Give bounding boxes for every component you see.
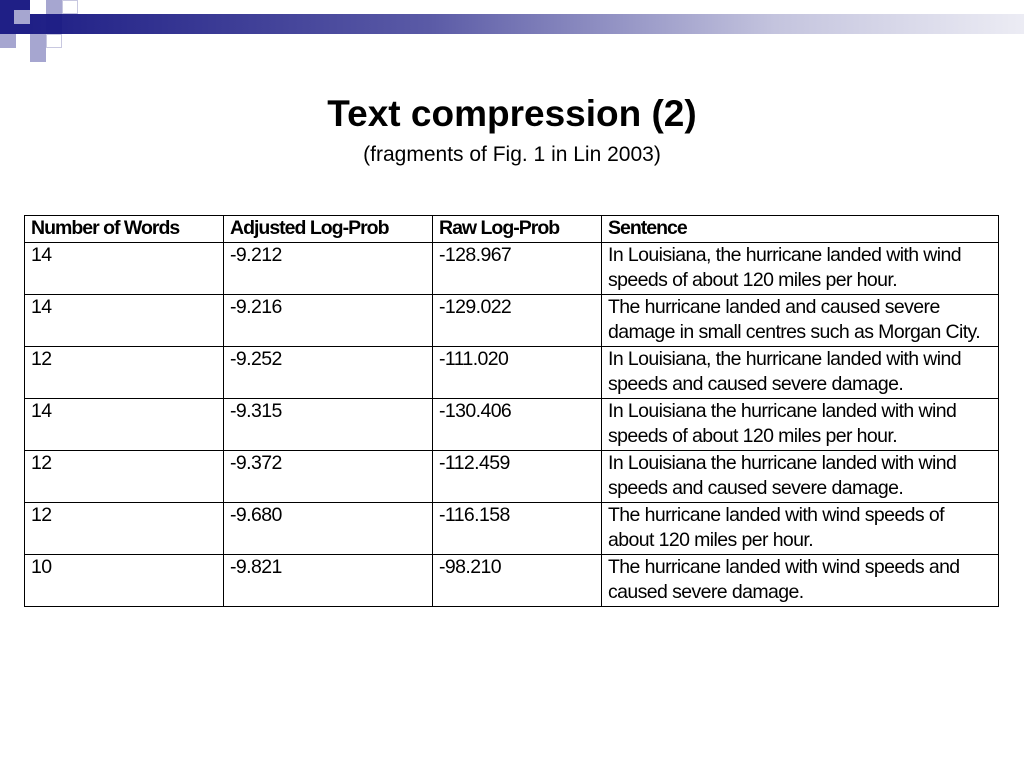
cell-raw-log-prob: -130.406 [433,398,602,450]
header-gradient-band [30,14,1024,34]
table-row [25,242,999,294]
corner-square-outline [46,34,62,48]
cell-raw-log-prob: -128.967 [433,242,602,294]
cell-words: 12 [25,450,224,502]
cell-adjusted-log-prob: -9.315 [224,398,433,450]
cell-raw-log-prob: -111.020 [433,346,602,398]
cell-adjusted-log-prob: -9.252 [224,346,433,398]
cell-raw-log-prob: -116.158 [433,502,602,554]
cell-sentence: In Louisiana the hurricane landed with wind speeds of about 120 miles per hour. [602,398,999,450]
cell-sentence: The hurricane landed with wind speeds and caused severe damage. [602,554,999,606]
cell-sentence: In Louisiana, the hurricane landed with wind speeds and caused severe damage. [602,346,999,398]
table-row [25,294,999,346]
cell-adjusted-log-prob: -9.821 [224,554,433,606]
table-row [25,554,999,606]
corner-square-light [0,34,16,48]
cell-words: 14 [25,242,224,294]
cell-adjusted-log-prob: -9.212 [224,242,433,294]
corner-square-light [14,10,30,24]
corner-square-white [16,34,30,48]
slide-title: Text compression (2) [327,93,697,134]
slide-subtitle: (fragments of Fig. 1 in Lin 2003) [363,143,661,166]
cell-sentence: The hurricane landed with wind speeds of about 120 miles per hour. [602,502,999,554]
cell-raw-log-prob: -98.210 [433,554,602,606]
table-row [25,398,999,450]
results-table [24,215,999,607]
corner-square-light [46,0,62,14]
header-number-of-words: Number of Words [25,216,224,243]
cell-raw-log-prob: -129.022 [433,294,602,346]
cell-sentence: The hurricane landed and caused severe damage in small centres such as Morgan City. [602,294,999,346]
table-row [25,502,999,554]
header-raw-log-prob: Raw Log-Prob [433,216,602,243]
corner-square-white [30,0,46,14]
header-adjusted-log-prob: Adjusted Log-Prob [224,216,433,243]
cell-sentence: In Louisiana the hurricane landed with wind speeds and caused severe damage. [602,450,999,502]
cell-words: 10 [25,554,224,606]
cell-sentence: In Louisiana, the hurricane landed with wind speeds of about 120 miles per hour. [602,242,999,294]
cell-adjusted-log-prob: -9.372 [224,450,433,502]
corner-square-light [30,34,46,48]
cell-adjusted-log-prob: -9.680 [224,502,433,554]
cell-words: 12 [25,346,224,398]
cell-adjusted-log-prob: -9.216 [224,294,433,346]
cell-words: 14 [25,294,224,346]
header-sentence: Sentence [602,216,999,243]
corner-square-light [30,48,46,62]
corner-square-dark [46,14,62,34]
corner-square-outline [62,0,78,14]
cell-raw-log-prob: -112.459 [433,450,602,502]
table-header-row [25,216,999,243]
table-row [25,450,999,502]
cell-words: 14 [25,398,224,450]
cell-words: 12 [25,502,224,554]
table-row [25,346,999,398]
